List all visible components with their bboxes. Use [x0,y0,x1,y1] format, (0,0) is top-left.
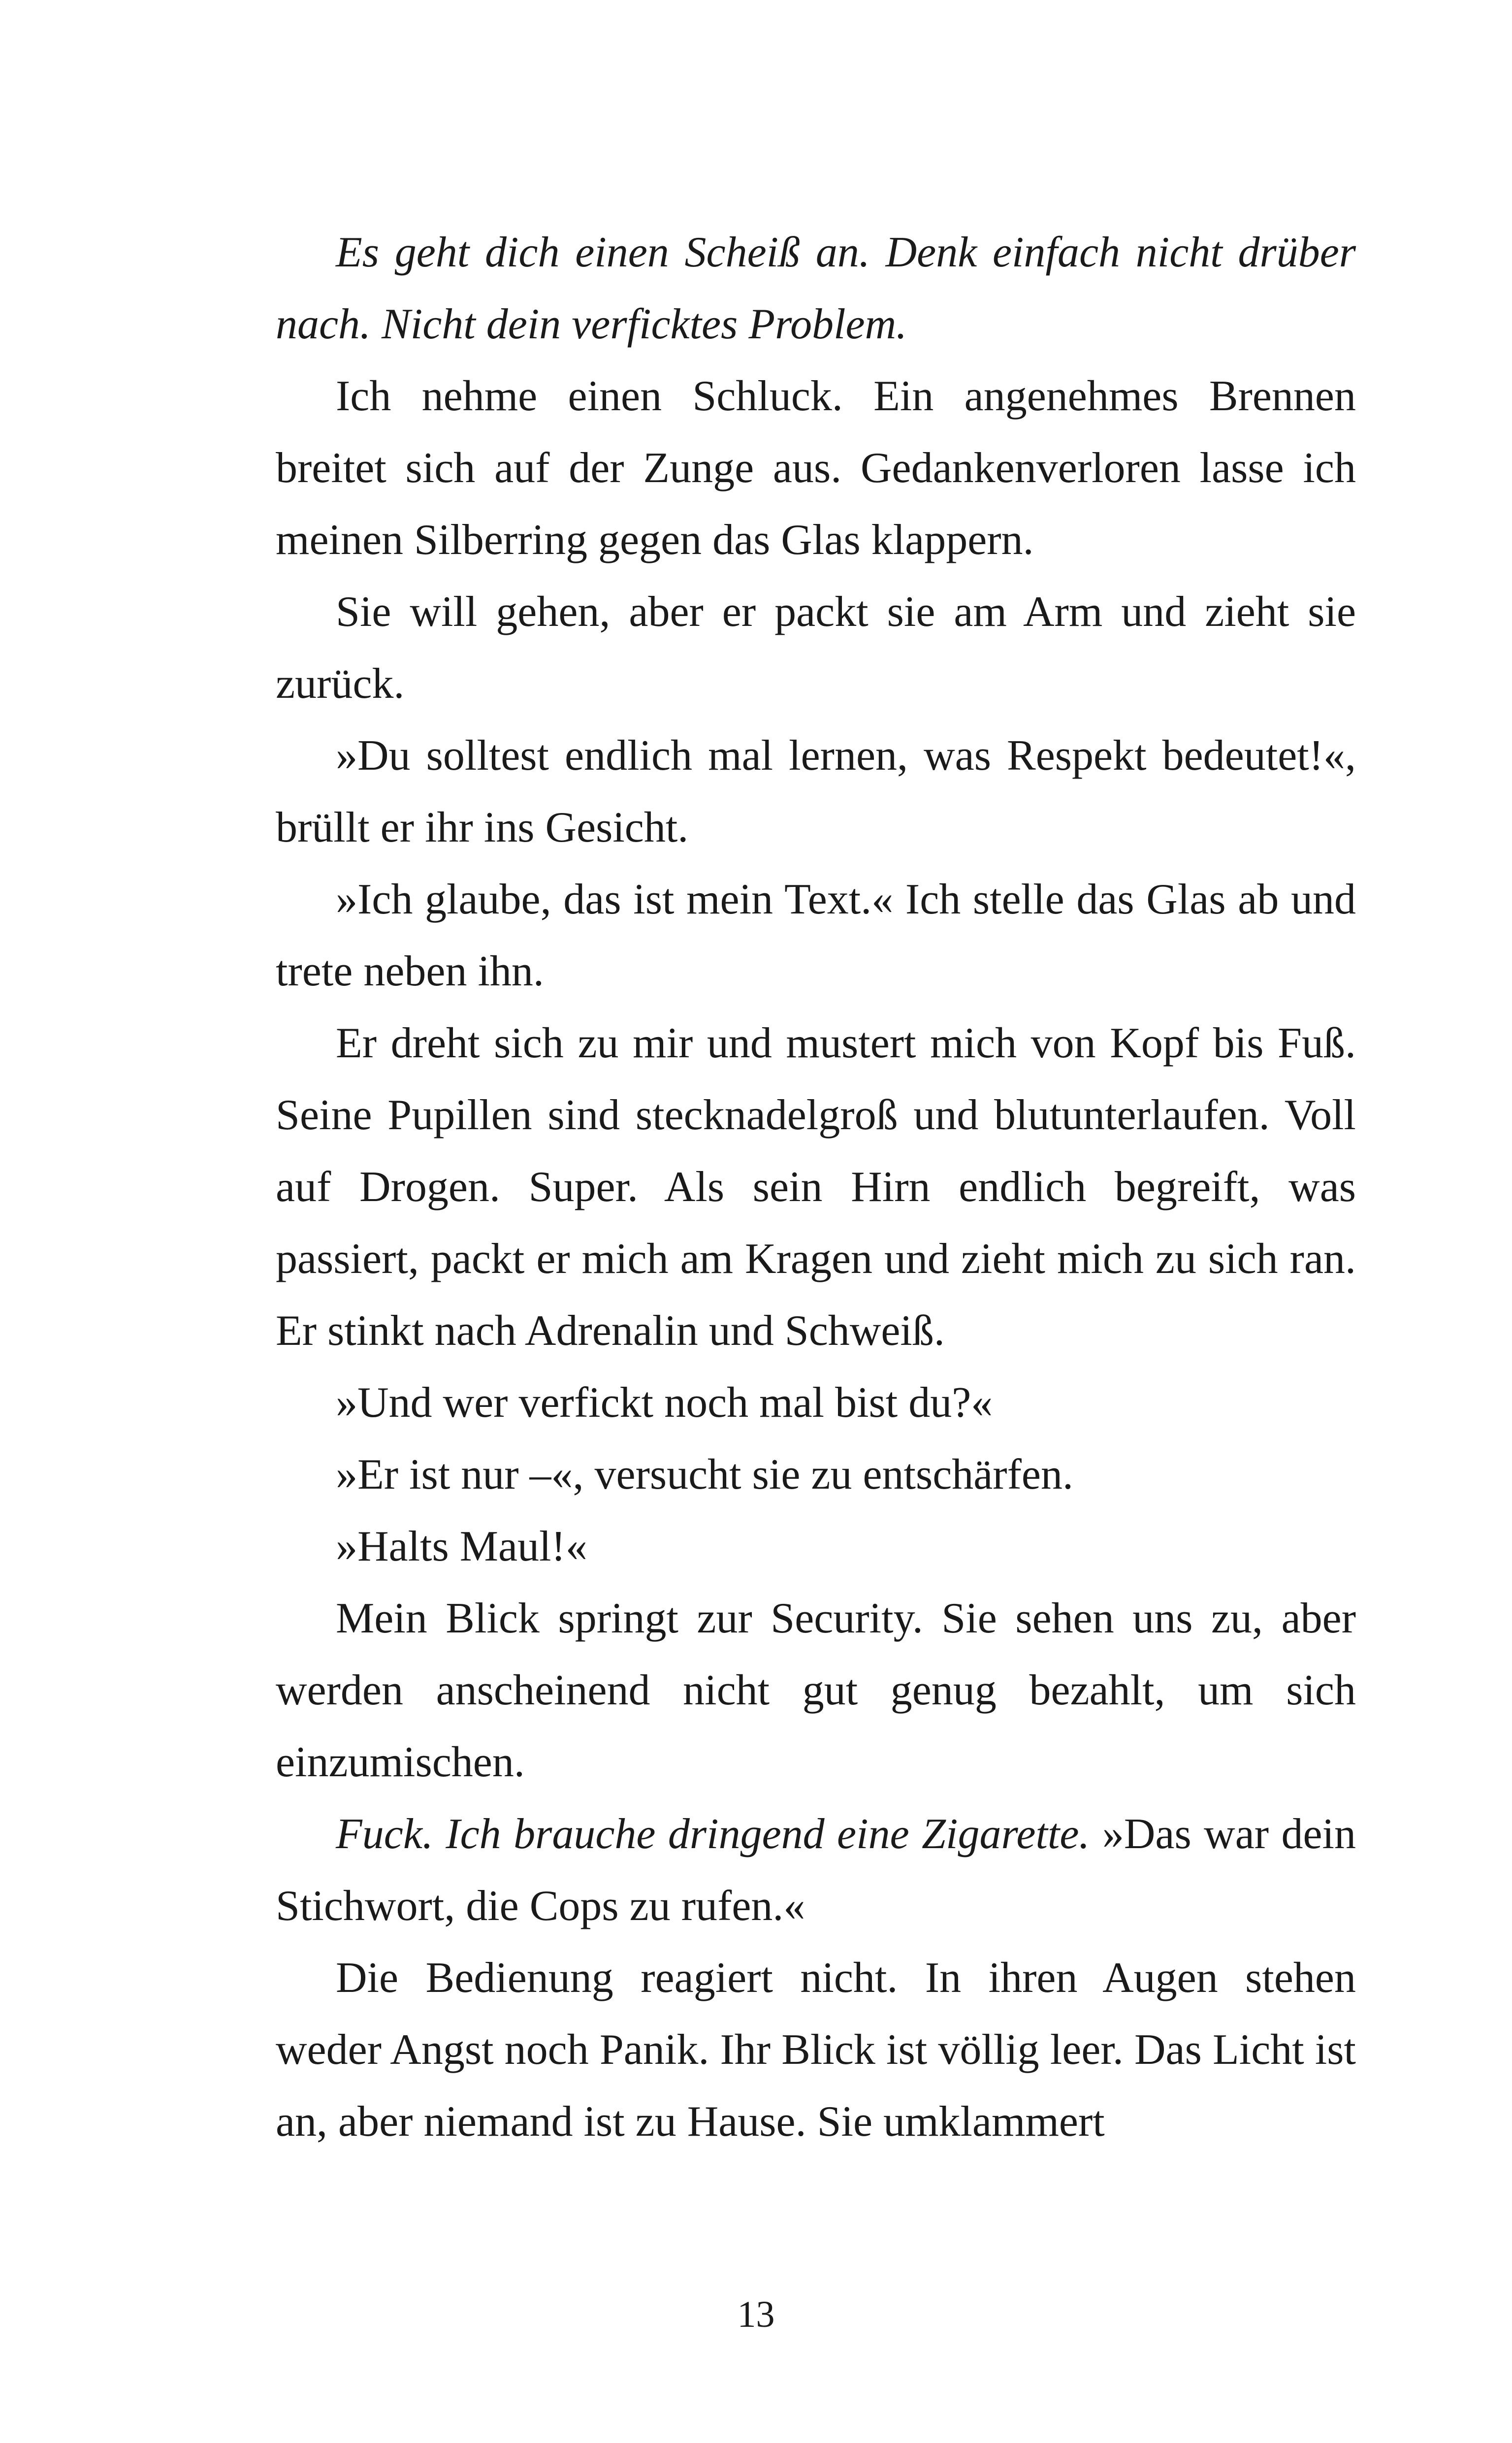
paragraph-6 [276,1008,1356,1367]
paragraph-3 [276,576,1356,720]
dialogue-text: »Du solltest endlich mal lernen, was Respekt bedeutet!«, brüllt er ihr ins Gesicht. [276,732,1356,851]
italic-thought: Fuck. Ich brauche dringend eine Zigarette. [336,1810,1090,1858]
paragraph-text: Er dreht sich zu mir und mustert mich von Kopf bis Fuß. Seine Pupillen sind stecknadelgroß und blutunterlaufen. Voll auf Drogen. Super. Als sein Hirn endlich begreift, was passiert, packt er mich am Kragen und zieht mich zu sich ran. Er stinkt nach Adrenalin und Schweiß. [276,1019,1356,1355]
dialogue-text: »Halts Maul!« [336,1523,587,1570]
paragraph-text: Die Bedienung reagiert nicht. In ihren Augen stehen weder Angst noch Panik. Ihr Blick ist völlig leer. Das Licht ist an, aber niemand ist zu Hause. Sie umklammert [276,1954,1356,2146]
paragraph-2 [276,360,1356,576]
paragraph-8 [276,1439,1356,1511]
paragraph-5 [276,864,1356,1008]
paragraph-11 [276,1798,1356,1942]
page-number: 13 [737,2294,775,2335]
dialogue-text: »Ich glaube, das ist mein Text.« Ich stelle das Glas ab und trete neben ihn. [276,876,1356,995]
paragraph-10 [276,1583,1356,1798]
dialogue-text: »Und wer verfickt noch mal bist du?« [336,1379,993,1427]
paragraph-9 [276,1511,1356,1583]
paragraph-text: Ich nehme einen Schluck. Ein angenehmes Brennen breitet sich auf der Zunge aus. Gedankenverloren lasse ich meinen Silberring gegen das Glas klappern. [276,372,1356,564]
paragraph-text: Sie will gehen, aber er packt sie am Arm und zieht sie zurück. [276,588,1356,708]
paragraph-12 [276,1942,1356,2158]
italic-thought: Es geht dich einen Scheiß an. Denk einfach nicht drüber nach. Nicht dein verficktes Problem. [276,228,1356,348]
dialogue-text: »Das war dein Stichwort, die Cops zu rufen.« [276,1810,1356,1930]
dialogue-text: »Er ist nur –«, versucht sie zu entschärfen. [336,1451,1073,1498]
paragraph-1 [276,217,1356,360]
page-body [276,217,1356,2158]
paragraph-7 [276,1367,1356,1439]
paragraph-text: Mein Blick springt zur Security. Sie sehen uns zu, aber werden anscheinend nicht gut genug bezahlt, um sich einzumischen. [276,1595,1356,1786]
paragraph-4 [276,720,1356,864]
